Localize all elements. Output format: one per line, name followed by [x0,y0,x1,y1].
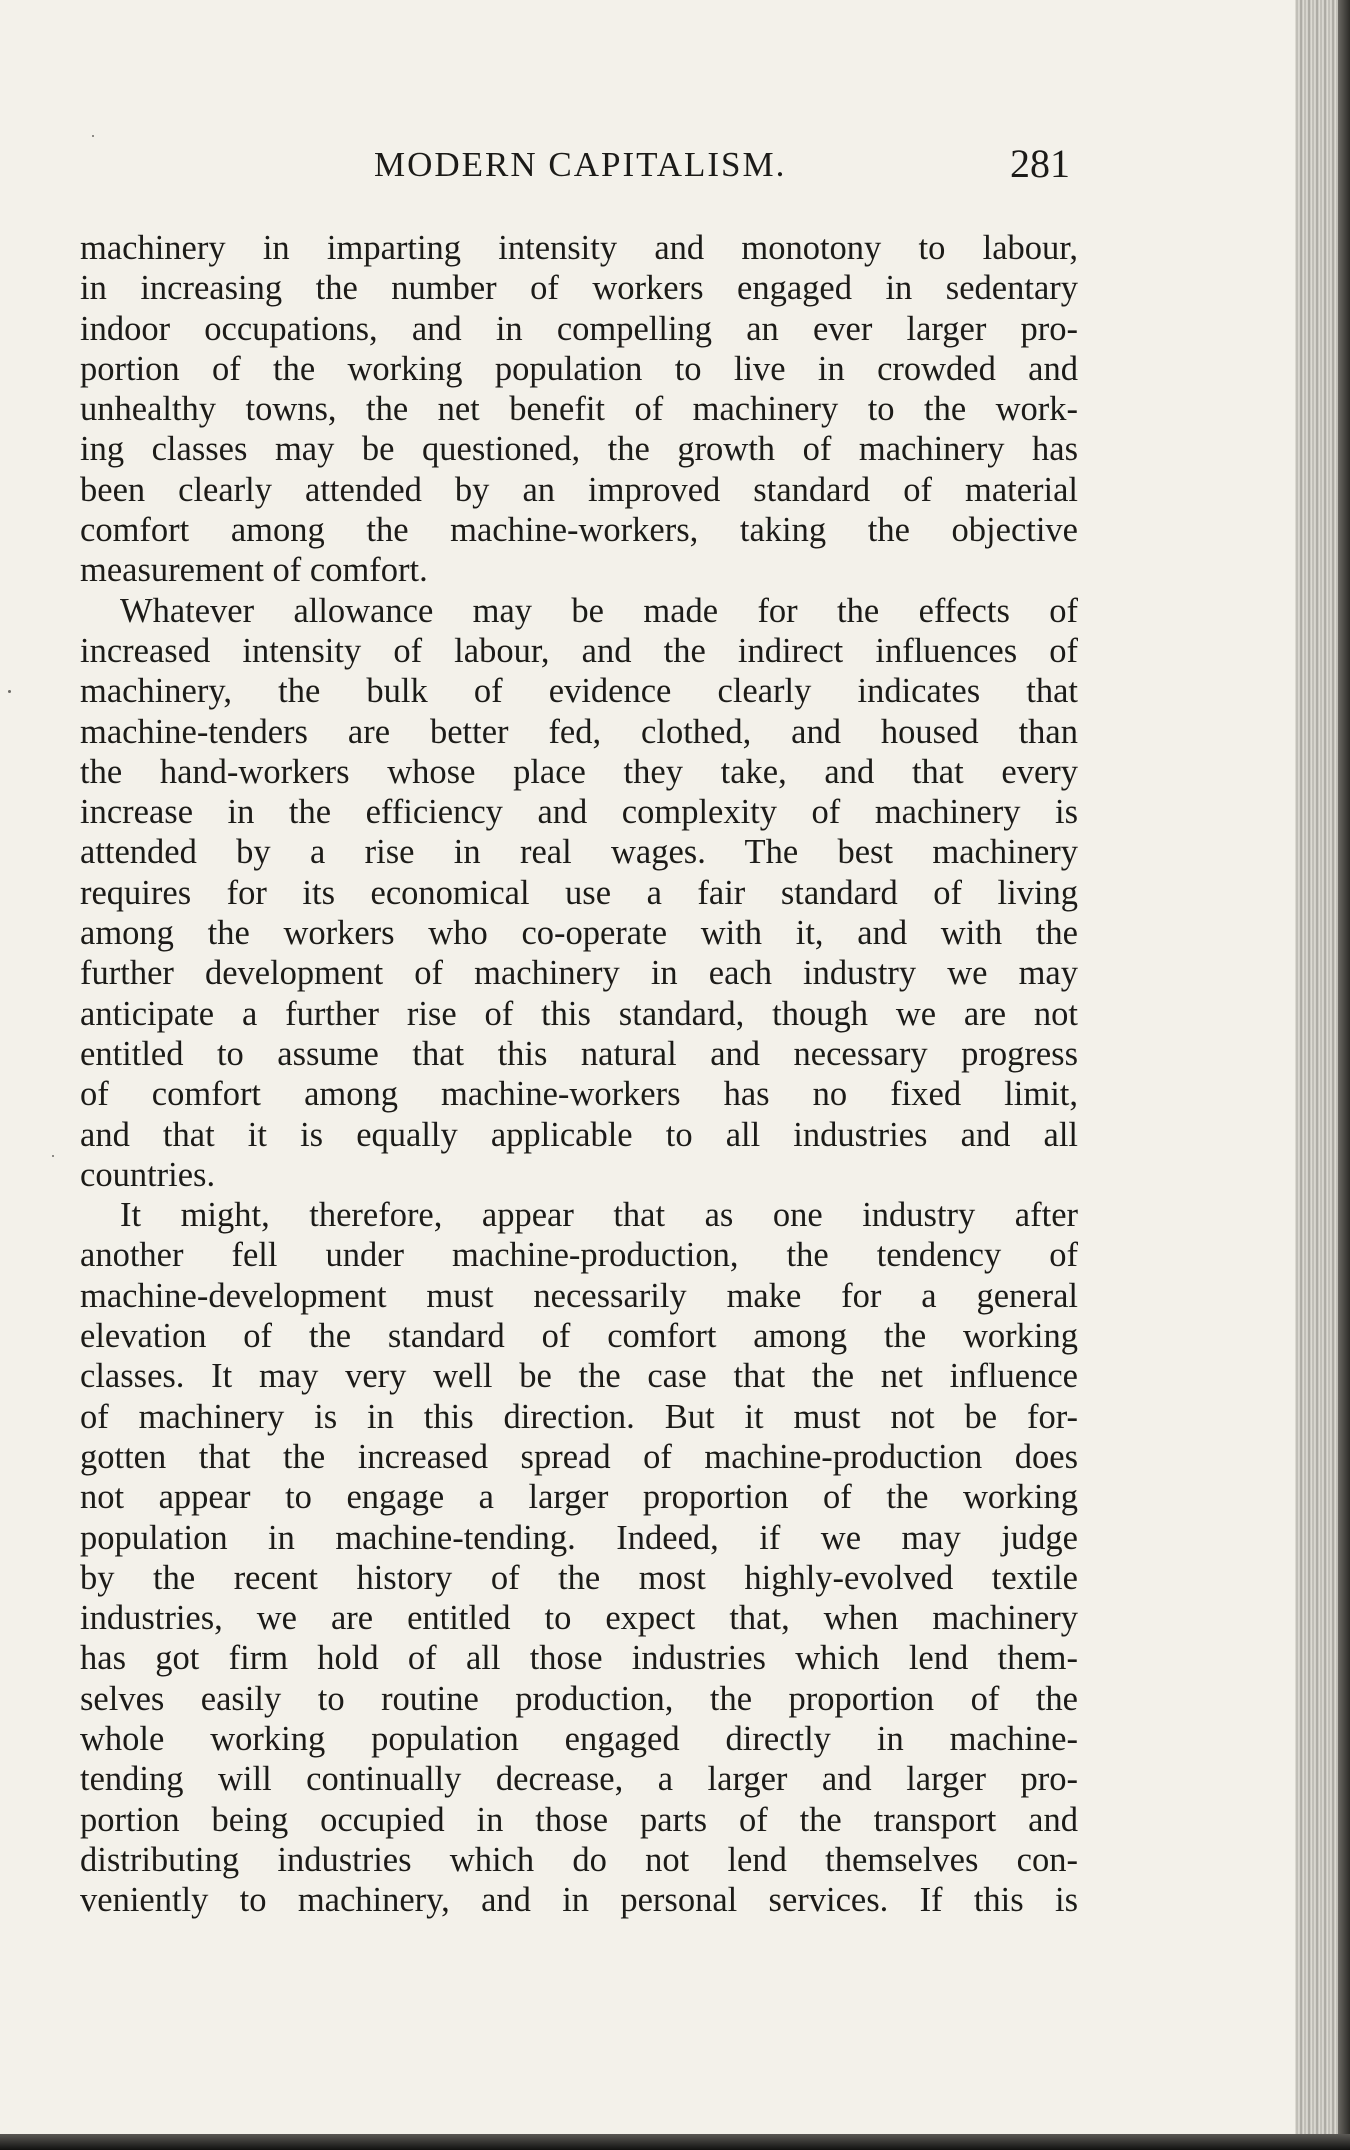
text-line: Whatever allowance may be made for the effects of [120,591,1078,630]
text-line: portion being occupied in those parts of the transport and [80,1800,1078,1839]
text-line: countries. [80,1155,216,1194]
text-line: indoor occupations, and in compelling an ever larger pro- [80,309,1078,348]
body-text [80,228,1078,1920]
text-line: industries, we are entitled to expect that, when machinery [80,1599,1078,1638]
text-line: unhealthy towns, the net benefit of machinery to the work- [80,390,1078,429]
text-line: and that it is equally applicable to all industries and all [80,1115,1078,1154]
text-line: machinery, the bulk of evidence clearly indicates that [80,672,1078,711]
text-line: entitled to assume that this natural and necessary progress [80,1034,1078,1073]
page-number: 281 [1010,141,1070,186]
text-line: increased intensity of labour, and the indirect influences of [80,631,1078,670]
text-line: been clearly attended by an improved standard of material [80,470,1078,509]
paper-speck [92,135,94,137]
text-line: the hand-workers whose place they take, and that every [80,752,1078,791]
text-line: population in machine-tending. Indeed, if we may judge [80,1518,1078,1557]
text-line: not appear to engage a larger proportion of the working [80,1478,1078,1517]
text-line: another fell under machine-production, the tendency of [80,1236,1078,1275]
text-line: measurement of comfort. [80,551,428,590]
text-line: selves easily to routine production, the proportion of the [80,1679,1078,1718]
text-line: machinery in imparting intensity and monotony to labour, [80,229,1078,267]
running-head: MODERN CAPITALISM. [374,145,787,184]
paper-speck [8,690,11,693]
text-line: ing classes may be questioned, the growth of machinery has [80,430,1078,469]
page-bottom-edge [0,2134,1350,2150]
text-line: distributing industries which do not lend themselves con- [80,1840,1078,1879]
text-line: elevation of the standard of comfort among the working [80,1317,1078,1356]
text-line: portion of the working population to live in crowded and [80,349,1078,388]
text-line: veniently to machinery, and in personal services. If this is [80,1881,1078,1920]
text-line: comfort among the machine-workers, taking the objective [80,511,1078,550]
text-line: gotten that the increased spread of machine-production does [80,1437,1078,1476]
text-line: classes. It may very well be the case that the net influence [80,1357,1078,1396]
text-line: among the workers who co-operate with it, and with the [80,914,1078,953]
text-line: requires for its economical use a fair standard of living [80,873,1078,912]
text-line: by the recent history of the most highly-evolved textile [80,1558,1078,1597]
text-line: in increasing the number of workers engaged in sedentary [80,269,1078,308]
text-line: increase in the efficiency and complexity of machinery is [80,793,1078,832]
text-line: machine-tenders are better fed, clothed, and housed than [80,712,1078,751]
text-line: machine-development must necessarily make for a general [80,1276,1078,1315]
text-line: further development of machinery in each industry we may [80,954,1078,993]
text-line: anticipate a further rise of this standard, though we are not [80,994,1078,1033]
binding-shadow [1338,0,1350,2150]
text-line: of comfort among machine-workers has no fixed limit, [80,1075,1078,1114]
text-line: has got firm hold of all those industries which lend them- [80,1639,1078,1678]
text-line: attended by a rise in real wages. The best machinery [80,833,1078,872]
text-line: tending will continually decrease, a larger and larger pro- [80,1760,1078,1799]
paper-speck [52,1155,54,1157]
text-line: of machinery is in this direction. But it must not be for- [80,1397,1078,1436]
text-line: It might, therefore, appear that as one industry after [120,1196,1078,1235]
text-line: whole working population engaged directly in machine- [80,1719,1078,1758]
